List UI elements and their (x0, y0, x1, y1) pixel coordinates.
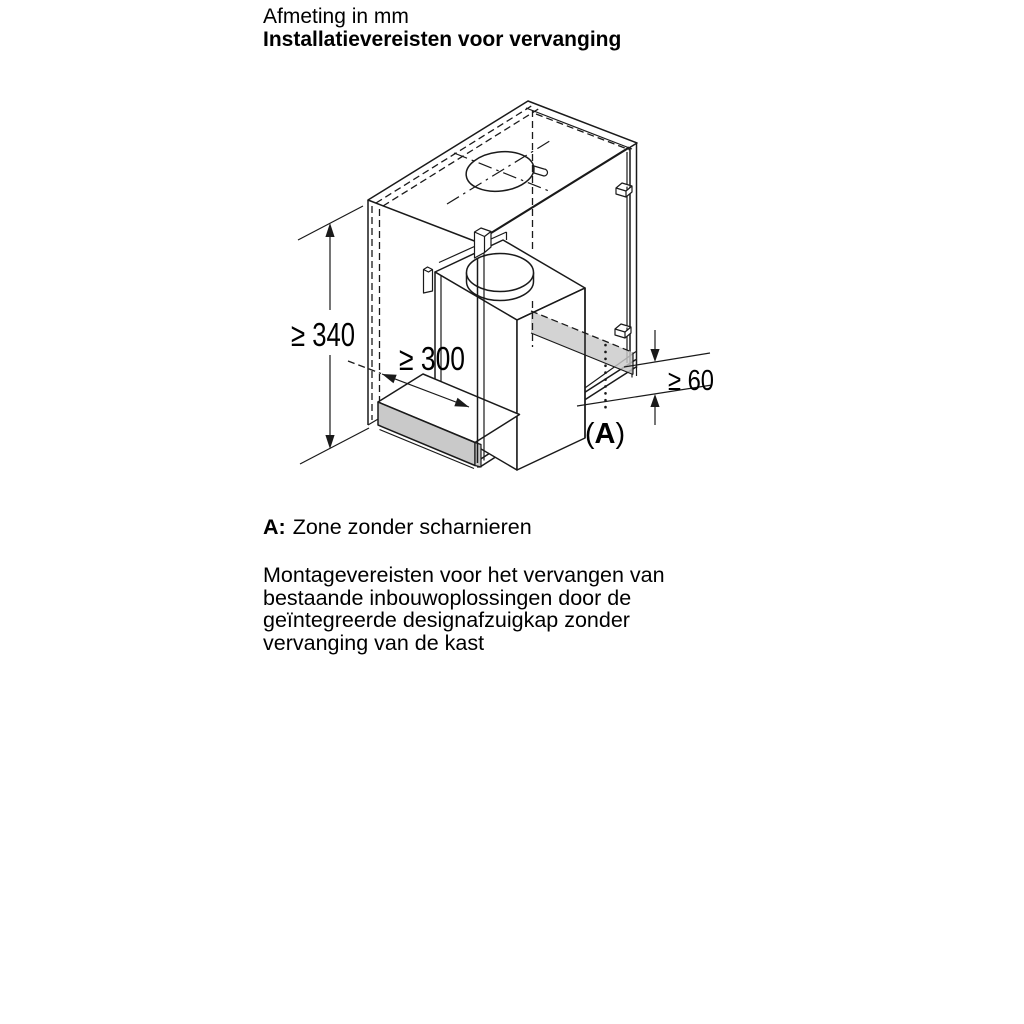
module-duct-collar (467, 254, 534, 301)
page-title: Installatievereisten voor vervanging (263, 28, 622, 51)
legend-key: A: (263, 515, 286, 539)
mounting-requirements-paragraph (263, 564, 665, 654)
dimension-unit-note: Afmeting in mm (263, 5, 409, 28)
paragraph-line: geïntegreerde designafzuigkap zonder (263, 608, 630, 633)
dim-height (291, 206, 369, 464)
dim-height-label: ≥ 340 (291, 316, 355, 353)
legend-text: Zone zonder scharnieren (292, 515, 532, 539)
duct-tab (534, 166, 548, 176)
zone-a-label: (A) (584, 418, 626, 450)
dim-hinge-zone-label: ≥ 60 (668, 365, 714, 397)
module-hanger-left (424, 267, 433, 293)
legend-zone-a (263, 516, 532, 539)
paragraph-line: bestaande inbouwoplossingen door de (263, 585, 632, 610)
dim-depth-label: ≥ 300 (399, 340, 465, 377)
centerline-width (454, 153, 549, 191)
hinge-icon (615, 324, 631, 338)
paragraph-line: Montagevereisten voor het vervangen van (263, 563, 665, 587)
paragraph-line: vervanging van de kast (263, 630, 485, 655)
